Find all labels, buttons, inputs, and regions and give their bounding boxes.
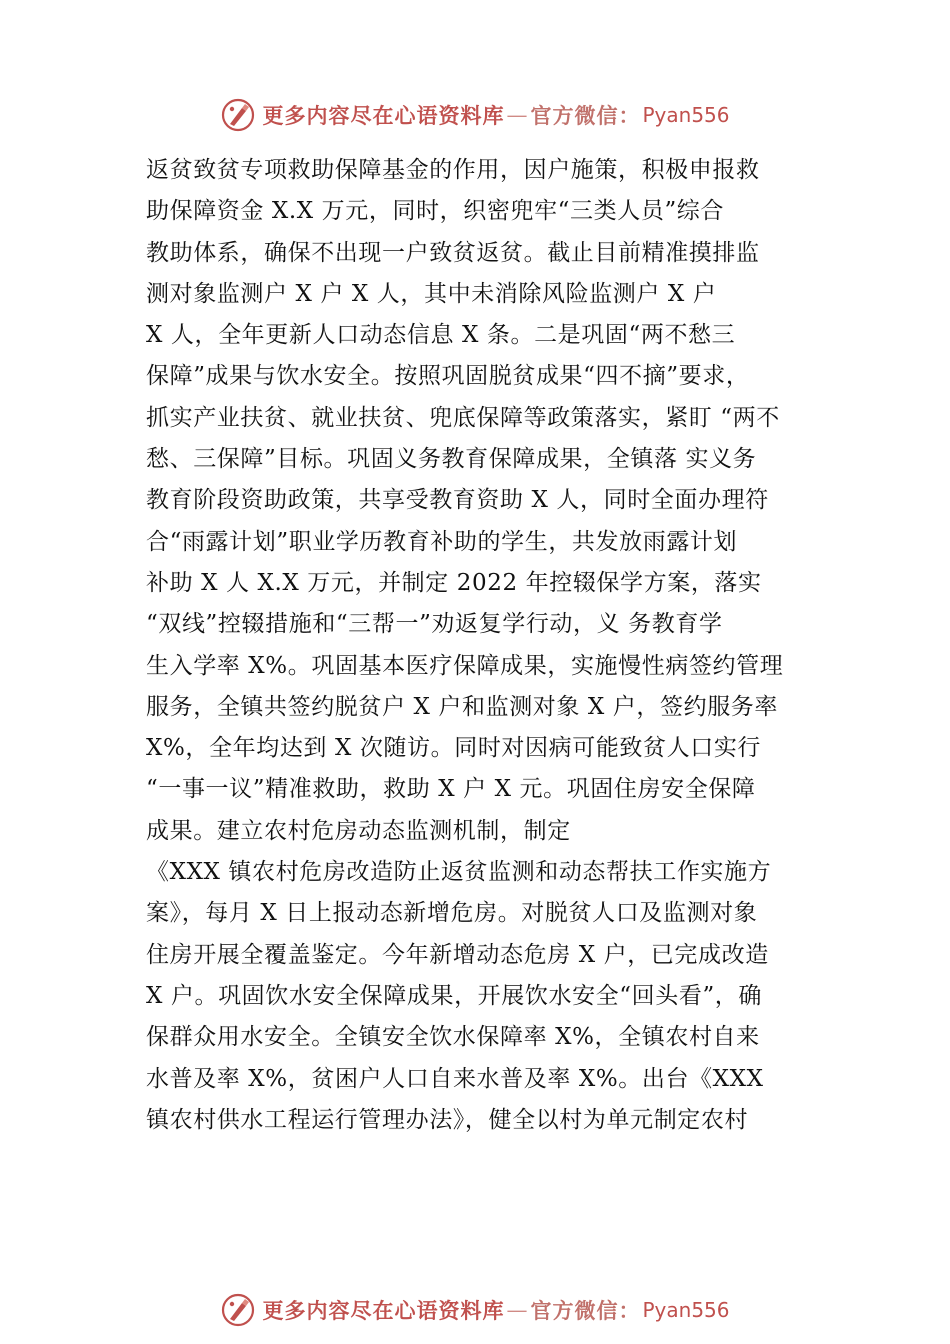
watermark-brand: 更多内容尽在心语资料库	[262, 1298, 505, 1323]
text-line: 测对象监测户 X 户 X 人，其中未消除风险监测户 X 户	[146, 280, 717, 307]
text-line: 保群众用水安全。全镇安全饮水保障率 X%，全镇农村自来	[146, 1024, 760, 1051]
text-line: 助保障资金 X.X 万元，同时，织密兜牢“三类人员”综合	[146, 198, 724, 225]
text-line: 生入学率 X%。巩固基本医疗保障成果，实施慢性病签约管理	[146, 652, 784, 679]
text-line: 服务，全镇共签约脱贫户 X 户和监测对象 X 户，签约服务率	[146, 693, 778, 720]
text-line: 返贫致贫专项救助保障基金的作用，因户施策，积极申报救	[146, 157, 760, 183]
watermark-label: 官方微信：	[530, 1298, 641, 1323]
watermark-separator: —	[506, 1298, 529, 1322]
watermark-wechat-id: Pyan556	[642, 103, 730, 127]
header-watermark	[0, 95, 950, 135]
watermark-label: 官方微信：	[530, 103, 641, 128]
text-line: 保障”成果与饮水安全。按照巩固脱贫成果“四不摘”要求，	[146, 363, 750, 390]
text-line: 成果。建立农村危房动态监测机制，制定	[146, 817, 571, 844]
text-line: 住房开展全覆盖鉴定。今年新增动态危房 X 户，已完成改造	[146, 941, 769, 968]
text-line: X 户。巩固饮水安全保障成果，开展饮水安全“回头看”，确	[146, 982, 763, 1009]
text-line: X 人，全年更新人口动态信息 X 条。二是巩固“两不愁三	[146, 322, 736, 349]
text-line: 镇农村供水工程运行管理办法》，健全以村为单元制定农村	[146, 1106, 749, 1133]
text-line: 教育阶段资助政策，共享受教育资助 X 人，同时全面办理符	[146, 487, 769, 514]
text-line: 愁、三保障”目标。巩固义务教育保障成果，全镇落 实义务	[146, 446, 757, 473]
text-line: “双线”控辍措施和“三帮一”劝返复学行动，义 务教育学	[146, 611, 723, 638]
text-line: 补助 X 人 X.X 万元，并制定 2022 年控辍保学方案，落实	[146, 569, 762, 596]
text-line: 水普及率 X%，贫困户人口自来水普及率 X%。出台《XXX	[146, 1065, 764, 1092]
text-line: 教助体系，确保不出现一户致贫返贫。截止目前精准摸排监	[146, 239, 760, 266]
pen-nib-logo-icon	[220, 1292, 256, 1328]
watermark-separator: —	[506, 103, 529, 127]
text-line: 《XXX 镇农村危房改造防止返贫监测和动态帮扶工作实施方	[146, 859, 772, 886]
watermark-wechat-id: Pyan556	[642, 1298, 730, 1322]
text-line: 合“雨露计划”职业学历教育补助的学生，共发放雨露计划	[146, 528, 738, 555]
text-line: “一事一议”精准救助，救助 X 户 X 元。巩固住房安全保障	[146, 776, 756, 803]
pen-nib-logo-icon	[220, 97, 256, 133]
text-line: 案》，每月 X 日上报动态新增危房。对脱贫人口及监测对象	[146, 900, 758, 927]
watermark-brand: 更多内容尽在心语资料库	[262, 103, 505, 128]
text-line: X%，全年均达到 X 次随访。同时对因病可能致贫人口实行	[146, 735, 762, 762]
footer-watermark	[0, 1290, 950, 1330]
document-body	[146, 150, 810, 1141]
text-line: 抓实产业扶贫、就业扶贫、兜底保障等政策落实，紧盯 “两不	[146, 404, 780, 431]
